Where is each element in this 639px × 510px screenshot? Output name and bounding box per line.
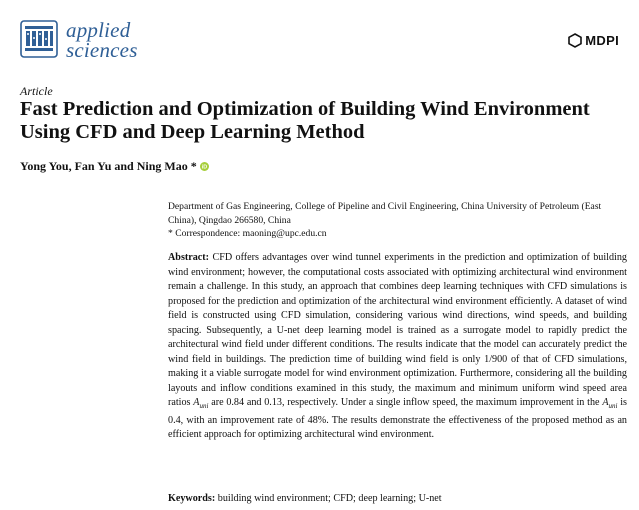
author-list <box>20 159 209 174</box>
abstract-label: Abstract: <box>168 252 210 263</box>
affiliation-block <box>168 200 628 241</box>
variable-a-uni <box>193 397 209 411</box>
abstract-text-1: CFD offers advantages over wind tunnel experiments in the prediction and optimization of building wind environment; however, the computational costs associated with optimizing architectural wind environment remain a challenge. In this study, an approach that combines deep learning techniques with CFD simulations is proposed for the prediction and optimization of the architectural wind environment efficiently. A dataset of wind field is constructed using CFD simulation, considering various wind directions, wind speeds, and building spacing. Subsequently, a U-net deep learning model is trained as a surrogate model to rapidly predict the architectural wind field under different conditions. The results indicate that the model can accurately predict the wind field in buildings. The prediction time of building wind field is only 1/900 of that of CFD simulations, making it a viable surrogate model for wind environment optimization. Furthermore, considering all the building layouts and inflow conditions examined in this study, the maximum and minimum uniform wind speed area ratios <box>168 252 627 408</box>
article-title: Fast Prediction and Optimization of Building Wind Environment Using CFD and Deep Learning Method <box>20 98 590 143</box>
journal-logo[interactable] <box>20 20 138 60</box>
affiliation-text: Department of Gas Engineering, College of Pipeline and Civil Engineering, China University of Petroleum (East China), Qingdao 266580, China <box>168 201 602 226</box>
variable-subscript-2: uni <box>608 402 618 411</box>
mdpi-hexagon-icon <box>568 33 582 48</box>
variable-symbol: A <box>193 397 200 408</box>
variable-a-uni-2 <box>602 397 618 411</box>
authors-text: Yong You, Fan Yu and Ning Mao * <box>20 159 197 173</box>
abstract-text-3: is 0.4, with an improvement rate of 48%. The results demonstrate the effectiveness of the proposed method as an efficient approach for optimizing architectural wind environment. <box>168 397 627 441</box>
orcid-icon[interactable] <box>200 162 209 171</box>
correspondence-label: * Correspondence: <box>168 228 243 239</box>
abstract-text-2: are 0.84 and 0.13, respectively. Under a single inflow speed, the maximum improvement in the <box>208 397 603 408</box>
article-type: Article <box>20 84 53 98</box>
journal-name-line2: sciences <box>66 38 138 62</box>
keywords-text: building wind environment; CFD; deep learning; U-net <box>215 493 442 504</box>
abstract <box>168 251 627 443</box>
keywords-label: Keywords: <box>168 493 216 504</box>
variable-subscript: uni <box>199 402 209 411</box>
keywords <box>168 493 442 504</box>
variable-symbol-2: A <box>602 397 609 408</box>
publisher-name: MDPI <box>585 33 619 48</box>
journal-name <box>66 20 138 60</box>
applied-sciences-logo-icon <box>20 20 58 58</box>
journal-name-line1: applied <box>66 18 131 42</box>
publisher-logo[interactable] <box>568 33 619 48</box>
correspondence-line <box>168 227 628 241</box>
correspondence-email[interactable]: maoning@upc.edu.cn <box>242 228 327 239</box>
svg-text:iD: iD <box>201 164 207 171</box>
